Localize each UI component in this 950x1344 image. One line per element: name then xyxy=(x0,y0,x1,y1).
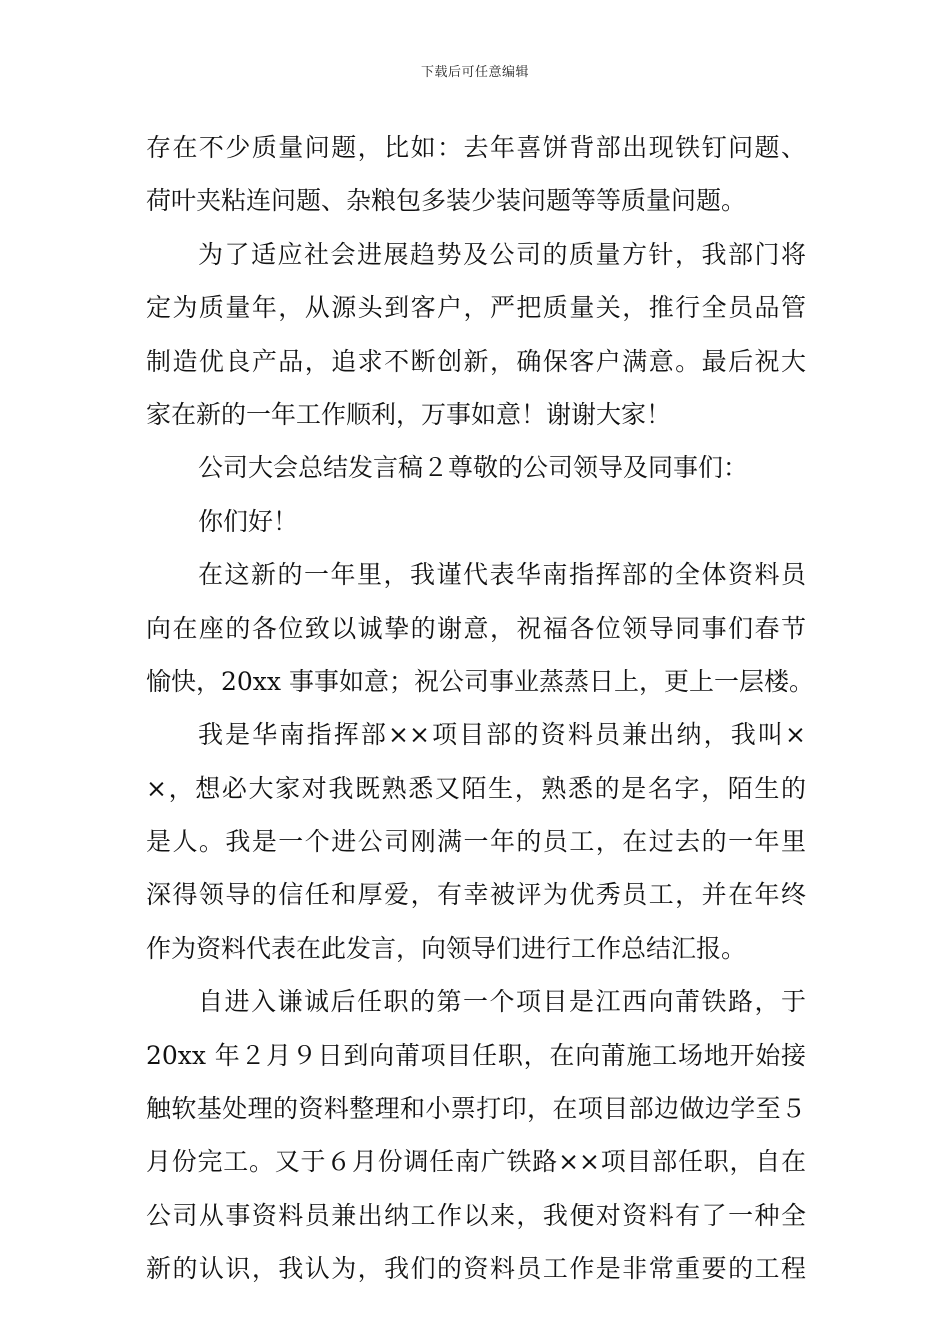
text-line: 定为质量年，从源头到客户，严把质量关，推行全员品管 xyxy=(146,293,806,323)
paragraph-first-line: 在这新的一年里，我谨代表华南指挥部的全体资料员 xyxy=(198,560,806,590)
greeting-line: 你们好！ xyxy=(198,506,299,536)
text-line: 月份完工。又于６月份调任南广铁路××项目部任职，自在 xyxy=(146,1147,806,1177)
text-line: 家在新的一年工作顺利，万事如意！谢谢大家！ xyxy=(146,399,672,429)
text-line: 是人。我是一个进公司刚满一年的员工，在过去的一年里 xyxy=(146,827,806,857)
text-line: 作为资料代表在此发言，向领导们进行工作总结汇报。 xyxy=(146,933,747,963)
text-line: 荷叶夹粘连问题、杂粮包多装少装问题等等质量问题。 xyxy=(146,186,747,216)
paragraph-first-line: 自进入谦诚后任职的第一个项目是江西向莆铁路，于 xyxy=(198,987,806,1017)
paragraph-first-line: 为了适应社会进展趋势及公司的质量方针，我部门将 xyxy=(198,239,806,269)
text-line: ×，想必大家对我既熟悉又陌生，熟悉的是名字，陌生的 xyxy=(146,773,806,803)
document-body xyxy=(146,121,814,1296)
text-line: 触软基处理的资料整理和小票打印，在项目部边做边学至５ xyxy=(146,1094,806,1124)
text-line: 向在座的各位致以诚挚的谢意，祝福各位领导同事们春节 xyxy=(146,613,806,643)
text-line: 制造优良产品，追求不断创新，确保客户满意。最后祝大 xyxy=(146,346,806,376)
page-header: 下载后可任意编辑 xyxy=(420,65,529,80)
text-line: 存在不少质量问题，比如：去年喜饼背部出现铁钉问题、 xyxy=(146,133,806,162)
text-line: 愉快，20xx 事事如意；祝公司事业蒸蒸日上，更上一层楼。 xyxy=(146,666,814,696)
paragraph-first-line: 公司大会总结发言稿２尊敬的公司领导及同事们： xyxy=(198,453,749,483)
text-line: 深得领导的信任和厚爱，有幸被评为优秀员工，并在年终 xyxy=(146,880,806,910)
text-line: 20xx 年２月９日到向莆项目任职，在向莆施工场地开始接 xyxy=(146,1040,806,1070)
text-line: 公司从事资料员兼出纳工作以来，我便对资料有了一种全 xyxy=(146,1200,806,1230)
paragraph-first-line: 我是华南指挥部××项目部的资料员兼出纳，我叫× xyxy=(198,720,806,750)
text-line: 新的认识，我认为，我们的资料员工作是非常重要的工程 xyxy=(146,1254,806,1284)
